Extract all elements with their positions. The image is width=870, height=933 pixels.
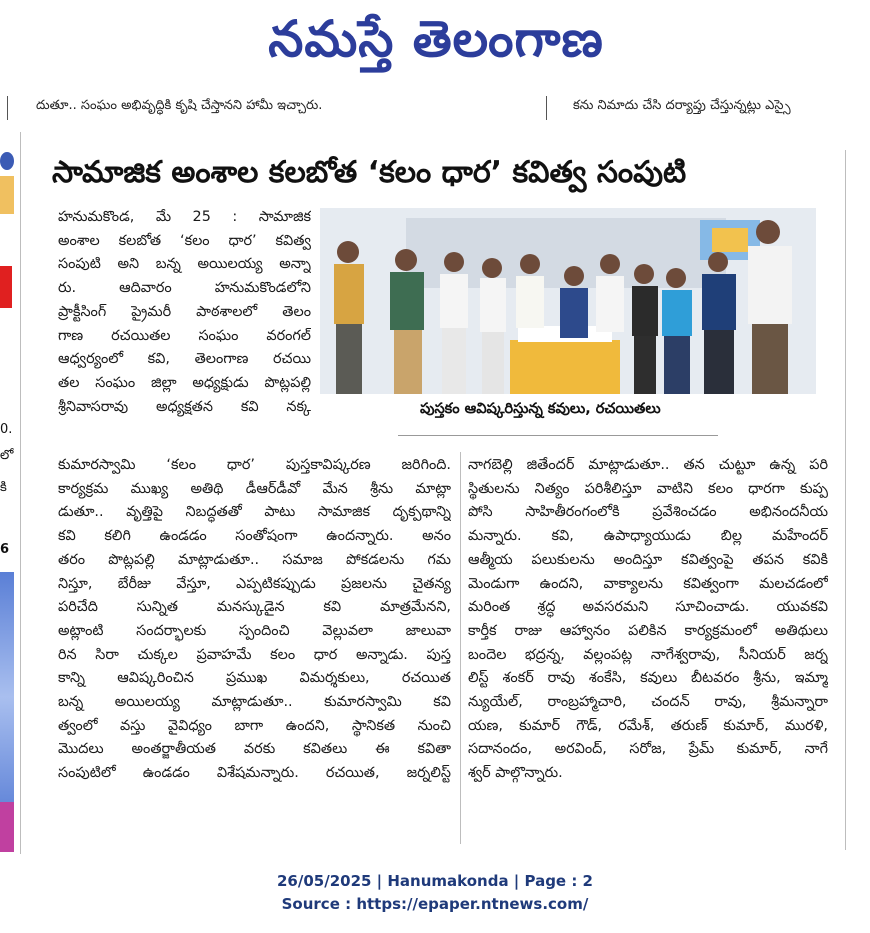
text-line: బన్న అయిలయ్య మాట్లాడుతూ.. కుమారస్వామి కవి (58, 694, 451, 711)
text-line: కార్యక్రమ ముఖ్య అతిథి డీఆర్‌డీవో మేన శ్రీను మాట్లా (58, 480, 451, 497)
text-line: సంపుటిలో ఉండడం విశేషమన్నారు. రచయిత, జర్నలిస్ట్ (58, 765, 451, 782)
footer-date-edition: 26/05/2025 | Hanumakonda | Page : 2 (276, 872, 593, 890)
newspaper-logo: నమస్తే తెలంగాణ (268, 10, 604, 68)
margin-text: కి (0, 480, 7, 495)
text-line: మొదలు అంతర్జాతీయత వరకు కవితలు ఈ కవితా (58, 741, 451, 758)
article-photo (320, 208, 816, 394)
ad-fragment (0, 266, 12, 308)
text-line: సదానందం, అరవింద్, సరోజ, ప్రేమ్ కుమార్, నాగే (468, 741, 828, 758)
text-line: నిస్తూ, బేరీజు వేస్తూ, ఎప్పటికప్పుడు ప్రజలను చైతన్య (58, 575, 451, 592)
left-column-rule (20, 132, 21, 854)
text-line: అంశాల కలబోత ‘కలం ధార’ కవిత్వ (58, 232, 311, 249)
footer-source-link[interactable]: Source : https://epaper.ntnews.com/ (281, 895, 589, 913)
ticker-left-text: దుతూ.. సంఘం అభివృద్ధికి కృషి చేస్తానని హామీ ఇచ్చారు. (36, 98, 323, 113)
article-column-2 (58, 454, 451, 786)
ad-fragment (0, 176, 14, 214)
text-line: పరిచేది సున్నిత మనస్కుడైన కవి మాత్రమేనని, (58, 599, 451, 616)
caption-divider (398, 435, 718, 436)
text-line: రు. ఆదివారం హనుమకొండలోని (58, 280, 311, 297)
text-line: అట్లాంటి సందర్భాలకు స్పందించి వెల్లువలా జాలువా (58, 622, 451, 639)
text-line: బందెల భద్రన్న, వల్లంపట్ల నాగేశ్వరావు, సీనియర్ జర్న (468, 646, 828, 663)
text-line: పోసి సాహితీరంగంలోకి ప్రవేశించడం అభినందనీయ (468, 504, 828, 521)
text-line: డుతూ.. వృత్తిపై నిబద్ధతతో పాటు సామాజిక దృక్పథాన్ని (58, 504, 451, 521)
text-line: ఆత్మీయ పలుకులను అందిస్తూ కవిత్వంపై తపన కవికి (468, 551, 828, 568)
ad-fragment (0, 572, 14, 822)
margin-text: 6 (0, 542, 10, 557)
ticker-divider (7, 96, 8, 120)
margin-text: 0. (0, 422, 13, 437)
text-line: నాగబెల్లి జితేందర్ మాట్లాడుతూ.. తన చుట్టూ ఉన్న పరి (468, 457, 828, 473)
text-line: కాన్ని ఆవిష్కరించిన ప్రముఖ విమర్శకులు, రచయిత (58, 670, 451, 687)
text-line: యణ, కుమార్ గౌడ్, రమేశ్, తరుణ్ కుమార్, మురళి, (468, 717, 828, 734)
article-column-1 (58, 206, 311, 419)
text-line: గాణ రచయితల సంఘం వరంగల్ (58, 327, 311, 344)
text-line: కవి కలిగి ఉండడం సంతోషంగా ఉందన్నారు. అనం (58, 528, 451, 545)
text-line: మన్నారు. కవి, ఉపాధ్యాయుడు బిల్ల మహేందర్ (468, 528, 828, 545)
margin-text: లో (0, 448, 14, 463)
text-line: తల సంఘం జిల్లా అధ్యక్షుడు పొట్లపల్లి (58, 374, 311, 391)
photo-caption: పుస్తకం ఆవిష్కరిస్తున్న కవులు, రచయితలు (420, 401, 661, 417)
group-photo-illustration (320, 208, 816, 394)
text-line: కార్తీక రాజు ఆహ్వానం పలికిన కార్యక్రమంలో అతిథులు (468, 622, 828, 639)
text-line: రిన సిరా చుక్కల ప్రవాహమే కలం ధార అన్నాడు. పుస్త (58, 646, 451, 663)
text-line: మెండుగా ఉందని, వాక్యాలను కవిత్వంగా మలచడంలో (468, 575, 828, 592)
text-line: ప్రాక్టీసింగ్ ప్రైమరీ పాఠశాలలో తెలం (58, 303, 311, 320)
text-line: కుమారస్వామి ‘కలం ధార’ పుస్తకావిష్కరణ జరిగింది. (58, 457, 451, 473)
text-line: శ్రీనివాసరావు అధ్యక్షతన కవి నక్క (58, 398, 311, 415)
neighbor-article-strip (0, 132, 18, 852)
article-column-3 (468, 454, 828, 786)
text-line: న్యుయేల్, రాంబ్రహ్మాచారి, చందన్ రావు, శ్రీమన్నారా (468, 694, 828, 711)
text-line: త్వంలో వస్తు వైవిధ్యం బాగా ఉందని, స్థానికత నుంచి (58, 717, 451, 734)
ticker-divider (546, 96, 547, 120)
text-line: శ్వర్ పాల్గొన్నారు. (468, 765, 563, 782)
right-column-rule (845, 150, 846, 850)
text-line: ఆధ్వర్యంలో కవి, తెలంగాణ రచయి (58, 351, 311, 368)
badge-icon (0, 152, 14, 170)
article-headline: సామాజిక అంశాల కలబోత ‘కలం ధార’ కవిత్వ సంపుటి (52, 155, 687, 190)
column-separator (460, 452, 461, 844)
ad-fragment (0, 802, 14, 852)
text-line: సంపుటి అని బన్న అయిలయ్య అన్నా (58, 256, 311, 273)
text-line: తరం పొట్లపల్లి మాట్లాడుతూ.. సమాజ పోకడలను గమ (58, 551, 451, 568)
text-line: స్థితులను నిత్యం పరిశీలిస్తూ వాటిని కలం ధారగా కుప్ప (468, 480, 828, 497)
text-line: హనుమకొండ, మే 25 : సామాజిక (58, 209, 311, 225)
text-line: మరింత శ్రద్ధ అవసరమని సూచించాడు. యువకవి (468, 599, 828, 616)
ticker-strip (0, 94, 870, 124)
text-line: లిస్ట్ శంకర్ రావు శంకేసి, కవులు బీటవరం శ్రీను, ఇమ్మా (468, 670, 828, 687)
masthead (0, 0, 870, 86)
ticker-right-text: కను నిమాదు చేసి దర్యాప్తు చేస్తున్నట్లు ఎస్సై (573, 98, 791, 113)
